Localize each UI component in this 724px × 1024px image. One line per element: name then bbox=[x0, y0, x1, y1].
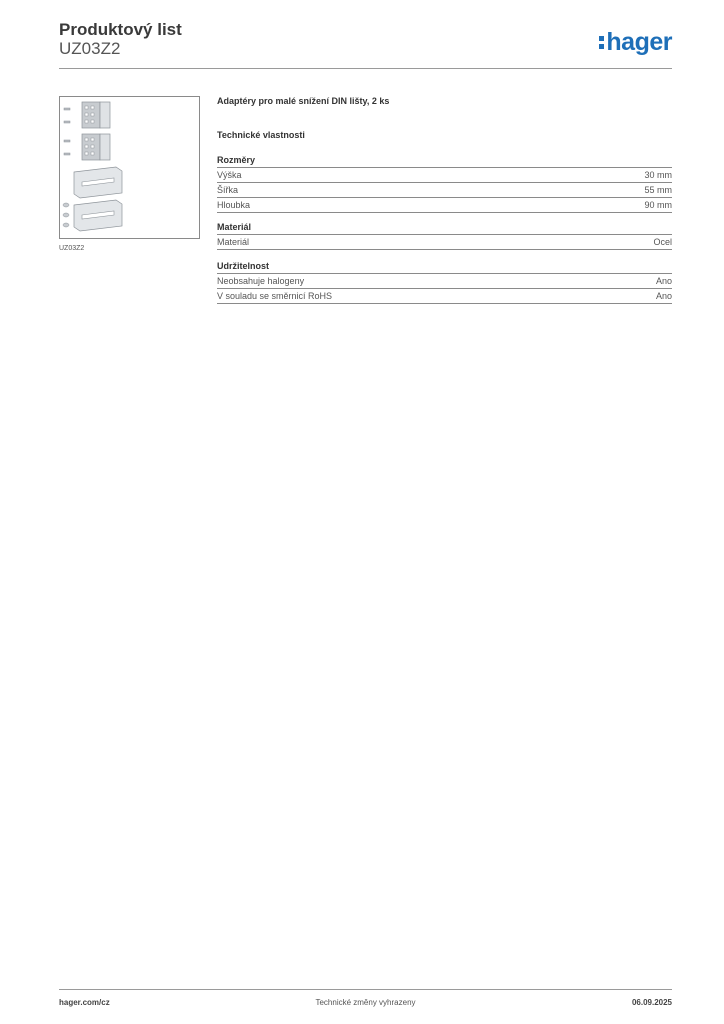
section-title: Udržitelnost bbox=[217, 260, 672, 274]
footer-divider bbox=[59, 989, 672, 990]
section-sustainability bbox=[217, 260, 672, 304]
din-rail-adapter-illustration bbox=[60, 97, 199, 238]
document-title: Produktový list bbox=[59, 20, 182, 39]
footer-note: Technické změny vyhrazeny bbox=[315, 998, 416, 1007]
hager-logo bbox=[599, 28, 672, 57]
section-title: Rozměry bbox=[217, 154, 672, 168]
row-value: Ano bbox=[655, 276, 672, 286]
row-label: Neobsahuje halogeny bbox=[217, 276, 305, 286]
product-code: UZ03Z2 bbox=[59, 39, 121, 58]
row-value: 55 mm bbox=[644, 185, 672, 195]
table-row bbox=[217, 235, 672, 250]
section-material bbox=[217, 221, 672, 250]
row-value: Ocel bbox=[653, 237, 672, 247]
row-label: Materiál bbox=[217, 237, 250, 247]
section-title: Materiál bbox=[217, 221, 672, 235]
technical-properties-heading: Technické vlastnosti bbox=[217, 130, 305, 140]
footer-date: 06.09.2025 bbox=[631, 998, 672, 1007]
row-value: Ano bbox=[655, 291, 672, 301]
table-row bbox=[217, 274, 672, 289]
row-label: Šířka bbox=[217, 185, 239, 195]
section-dimensions bbox=[217, 154, 672, 213]
table-row bbox=[217, 289, 672, 304]
image-caption: UZ03Z2 bbox=[59, 245, 85, 252]
row-label: V souladu se směrnicí RoHS bbox=[217, 291, 333, 301]
row-value: 30 mm bbox=[644, 170, 672, 180]
product-description: Adaptéry pro malé snížení DIN lišty, 2 ks bbox=[217, 96, 390, 106]
footer-website-link[interactable]: hager.com/cz bbox=[59, 998, 110, 1007]
row-label: Hloubka bbox=[217, 200, 251, 210]
row-value: 90 mm bbox=[644, 200, 672, 210]
logo-text: hager bbox=[606, 28, 672, 56]
row-label: Výška bbox=[217, 170, 242, 180]
table-row bbox=[217, 198, 672, 213]
header-divider bbox=[59, 68, 672, 69]
product-image bbox=[59, 96, 200, 239]
table-row bbox=[217, 183, 672, 198]
table-row bbox=[217, 168, 672, 183]
header bbox=[59, 20, 672, 70]
